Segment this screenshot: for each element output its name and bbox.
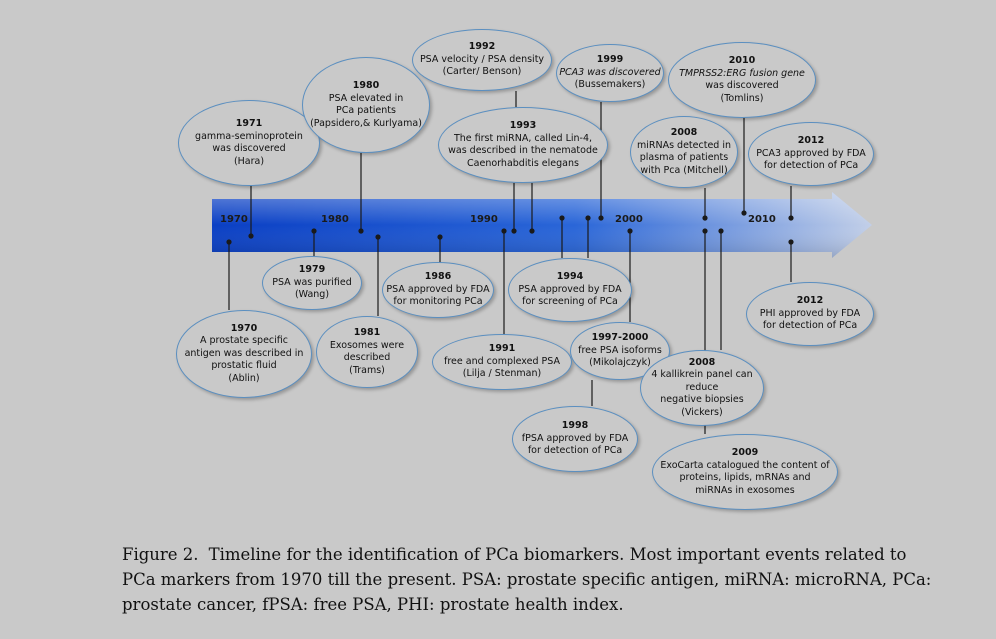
connector-dot	[529, 228, 534, 233]
event-bubble-1971: 1971 gamma-seminoprotein was discovered (Hara)	[178, 100, 320, 186]
event-bubble-1992: 1992 PSA velocity / PSA density (Carter/ Benson)	[412, 29, 552, 91]
connector-dot	[248, 233, 253, 238]
year-tick-1990: 1990	[470, 214, 498, 225]
connector-dot	[511, 228, 516, 233]
event-bubble-2008-mirna: 2008 miRNAs detected in plasma of patients with Pca (Mitchell)	[630, 116, 738, 188]
connector-dot	[788, 215, 793, 220]
event-bubble-1993: 1993 The first miRNA, called Lin-4, was described in the nematode Caenorhabditis elegans	[438, 107, 608, 183]
event-bubble-2010: 2010 TMPRSS2:ERG fusion gene was discovered (Tomlins)	[668, 42, 816, 118]
event-bubble-1981: 1981 Exosomes were described (Trams)	[316, 316, 418, 388]
connector-dot	[437, 234, 442, 239]
connector-dot	[585, 215, 590, 220]
figure-label: Figure 2.	[122, 545, 199, 564]
connector-dot	[702, 215, 707, 220]
event-bubble-1998: 1998 fPSA approved by FDA for detection of PCa	[512, 406, 638, 472]
event-bubble-1997-2000: 1997-2000 free PSA isoforms (Mikolajczyk)	[570, 322, 670, 380]
event-bubble-2009: 2009 ExoCarta catalogued the content of proteins, lipids, mRNAs and miRNAs in exosomes	[652, 434, 838, 510]
connector-dot	[311, 228, 316, 233]
event-bubble-2012-pca3: 2012 PCA3 approved by FDA for detection of PCa	[748, 122, 874, 186]
figure-caption	[122, 542, 942, 617]
connector-dot	[226, 239, 231, 244]
year-tick-1970: 1970	[220, 214, 248, 225]
event-bubble-1991: 1991 free and complexed PSA (Lilja / Stenman)	[432, 334, 572, 390]
year-tick-2010: 2010	[748, 214, 776, 225]
event-bubble-1980: 1980 PSA elevated in PCa patients (Papsidero,& Kurlyama)	[302, 57, 430, 153]
timeline-arrow	[212, 192, 872, 258]
connector-dot	[375, 234, 380, 239]
year-tick-1980: 1980	[321, 214, 349, 225]
caption-text: Timeline for the identification of PCa biomarkers. Most important events related to PCa markers from 1970 till the present. PSA: prostate specific antigen, miRNA: microRNA, PCa: prostate cancer, fPSA: free PSA, PHI: prostate health index.	[122, 545, 932, 614]
connector-dot	[788, 239, 793, 244]
event-bubble-1999: 1999 PCA3 was discovered (Bussemakers)	[556, 44, 664, 102]
event-bubble-2008-kallikrein: 2008 4 kallikrein panel can reduce negative biopsies (Vickers)	[640, 350, 764, 426]
event-bubble-2012-phi: 2012 PHI approved by FDA for detection of PCa	[746, 282, 874, 346]
connector-dot	[741, 210, 746, 215]
connector-dot	[718, 228, 723, 233]
event-bubble-1979: 1979 PSA was purified (Wang)	[262, 256, 362, 310]
connector-dot	[598, 215, 603, 220]
event-bubble-1970: 1970 A prostate specific antigen was described in prostatic fluid (Ablin)	[176, 310, 312, 398]
connector-dot	[358, 228, 363, 233]
connector-dot	[702, 228, 707, 233]
year-tick-2000: 2000	[615, 214, 643, 225]
event-bubble-1994: 1994 PSA approved by FDA for screening of PCa	[508, 258, 632, 322]
connector-dot	[627, 228, 632, 233]
connector-dot	[559, 215, 564, 220]
event-bubble-1986: 1986 PSA approved by FDA for monitoring PCa	[382, 262, 494, 318]
connector-dot	[501, 228, 506, 233]
